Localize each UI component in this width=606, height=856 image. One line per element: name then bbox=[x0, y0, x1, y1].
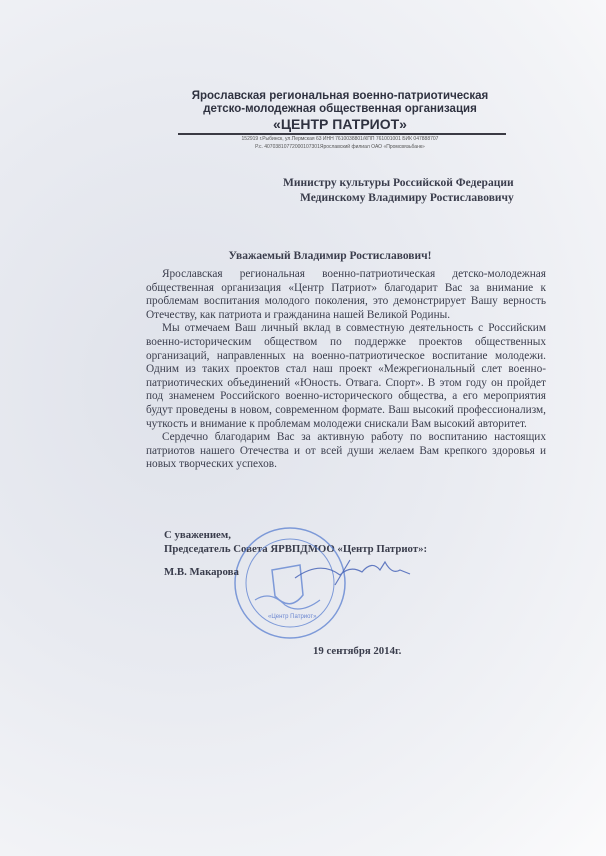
letterhead-line-1: Ярославская региональная военно-патриотическая bbox=[191, 90, 489, 102]
letterhead-details-2: Р.с. 40703810772000107301Ярославский филиал ОАО «Промсвязьбанк» bbox=[255, 144, 425, 150]
signature bbox=[295, 560, 410, 585]
salutation: Уважаемый Владимир Ростиславович! bbox=[228, 250, 432, 262]
body-paragraph: Ярославская региональная военно-патриотическая детско-молодежная общественная организация «Центр Патриот» благодарит Вас за внимание к проблемам воспитания молодого поколения, это демонстрирует Вашу верность Отечеству, как патриота и гражданина нашей Великой Родины. bbox=[146, 268, 546, 321]
addressee-line-2: Мединскому Владимиру Ростиславовичу bbox=[300, 192, 514, 204]
body-paragraph: Сердечно благодарим Вас за активную работу по воспитанию настоящих патриотов нашего Отечества и от всей души желаем Вам крепкого здоровья и новых творческих успехов. bbox=[146, 431, 546, 471]
closing-regards: С уважением, bbox=[164, 529, 231, 541]
organization-name: «ЦЕНТР ПАТРИОТ» bbox=[273, 116, 407, 132]
signatory-name: М.В. Макарова bbox=[164, 566, 239, 578]
signatory-position: Председатель Совета ЯРВПДМОО «Центр Патриот»: bbox=[164, 543, 428, 555]
letterhead-line-2: детско-молодежная общественная организация bbox=[203, 103, 477, 115]
addressee-line-1: Министру культуры Российской Федерации bbox=[283, 177, 514, 189]
letter-date: 19 сентября 2014г. bbox=[313, 645, 402, 657]
body-paragraph: Мы отмечаем Ваш личный вклад в совместную деятельность с Российским военно-историческим обществом по поддержке проектов общественных организаций, направленных на военно-патриотическое воспитание молодежи. Одним из таких проектов стал наш проект «Межрегиональный слет военно-патриотических объединений «Юность. Отвага. Спорт». В этом году он пройдет под знаменем Российского военно-исторического общества, а его мероприятия будут проведены в новом, современном формате. Ваш высокий профессионализм, чуткость и внимание к проблемам молодежи снискали Вам высокий авторитет. bbox=[146, 322, 546, 430]
stamp-text: «Центр Патриот» bbox=[268, 614, 317, 620]
letterhead-details-1: 152919 г.Рыбинск, ул.Пермская 63 ИНН 7610038801/КПП 761001001 БИК 047888707 bbox=[241, 136, 439, 142]
